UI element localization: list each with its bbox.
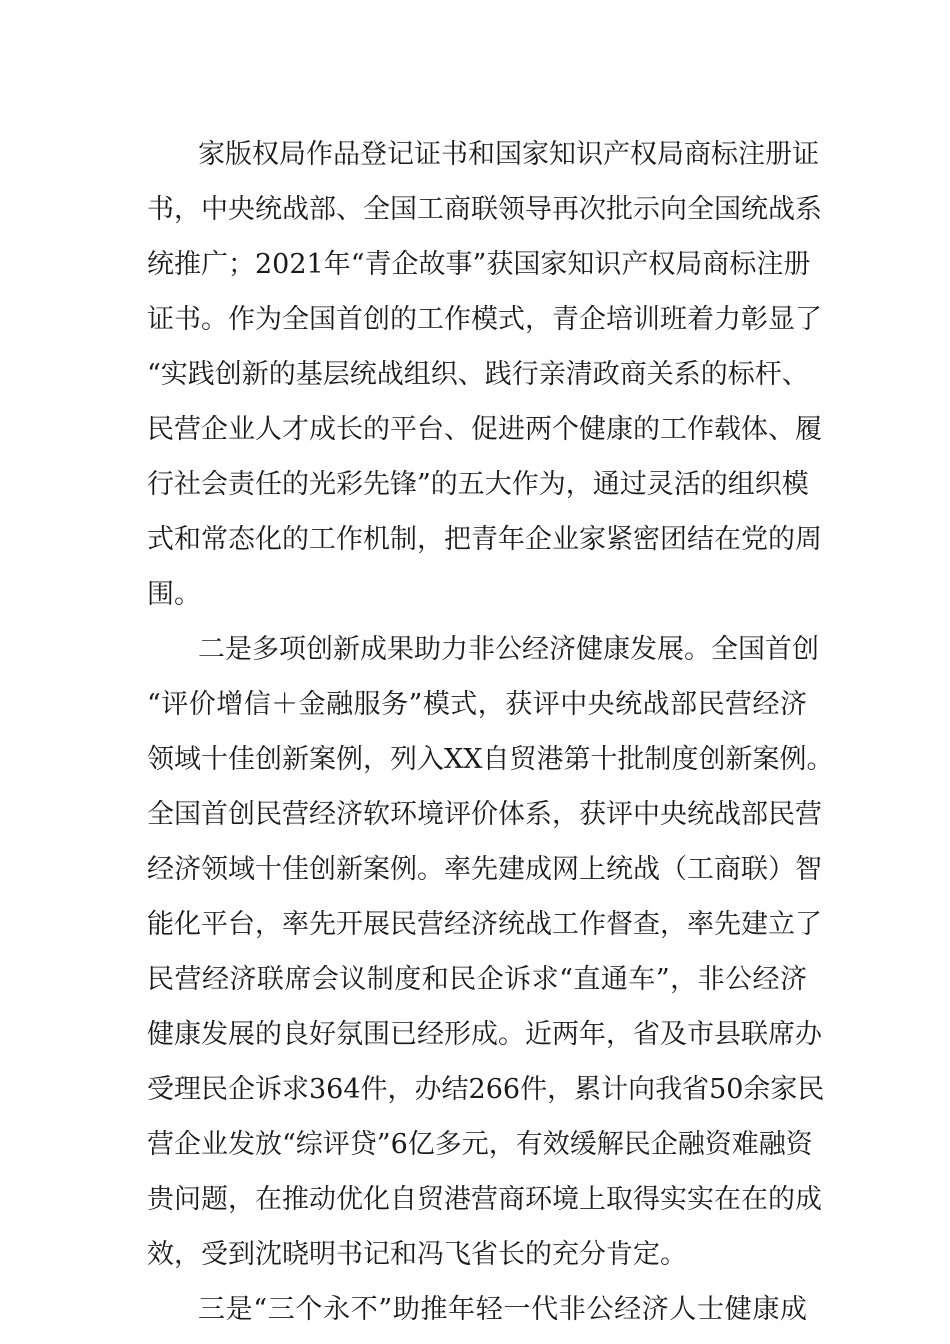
text-line-9: 围。: [147, 579, 201, 610]
text-line-15: 能化平台，率先开展民营经济统战工作督查，率先建立了: [147, 909, 822, 940]
text-line-2: 书，中央统战部、全国工商联领导再次批示向全国统战系: [147, 194, 822, 225]
text-line-11: “评价增信＋金融服务”模式，获评中央统战部民营经济: [147, 689, 807, 720]
text-line-7: 行社会责任的光彩先锋”的五大作为，通过灵活的组织模: [147, 469, 809, 500]
text-line-4: 证书。作为全国首创的工作模式，青企培训班着力彰显了: [147, 304, 822, 335]
text-line-6: 民营企业人才成长的平台、促进两个健康的工作载体、履: [147, 414, 822, 445]
text-line-19: 营企业发放“综评贷”6亿多元，有效缓解民企融资难融资: [147, 1129, 813, 1160]
text-line-22: 三是“三个永不”助推年轻一代非公经济人士健康成: [198, 1294, 807, 1325]
text-line-10: 二是多项创新成果助力非公经济健康发展。全国首创: [198, 634, 819, 665]
text-line-14: 经济领域十佳创新案例。率先建成网上统战（工商联）智: [147, 854, 822, 885]
text-line-18: 受理民企诉求364件，办结266件，累计向我省50余家民: [147, 1074, 825, 1105]
text-line-13: 全国首创民营经济软环境评价体系，获评中央统战部民营: [147, 799, 822, 830]
text-line-16: 民营经济联席会议制度和民企诉求“直通车”，非公经济: [147, 964, 807, 995]
text-line-8: 式和常态化的工作机制，把青年企业家紧密团结在党的周: [147, 524, 822, 555]
text-line-5: “实践创新的基层统战组织、践行亲清政商关系的标杆、: [147, 359, 809, 390]
text-line-1: 家版权局作品登记证书和国家知识产权局商标注册证: [198, 139, 819, 170]
text-line-12: 领域十佳创新案例，列入XX自贸港第十批制度创新案例。: [147, 744, 834, 775]
text-line-3: 统推广；2021年“青企故事”获国家知识产权局商标注册: [147, 249, 811, 280]
text-line-17: 健康发展的良好氛围已经形成。近两年，省及市县联席办: [147, 1019, 822, 1050]
text-line-21: 效，受到沈晓明书记和冯飞省长的充分肯定。: [147, 1239, 687, 1270]
text-line-20: 贵问题，在推动优化自贸港营商环境上取得实实在在的成: [147, 1184, 822, 1215]
